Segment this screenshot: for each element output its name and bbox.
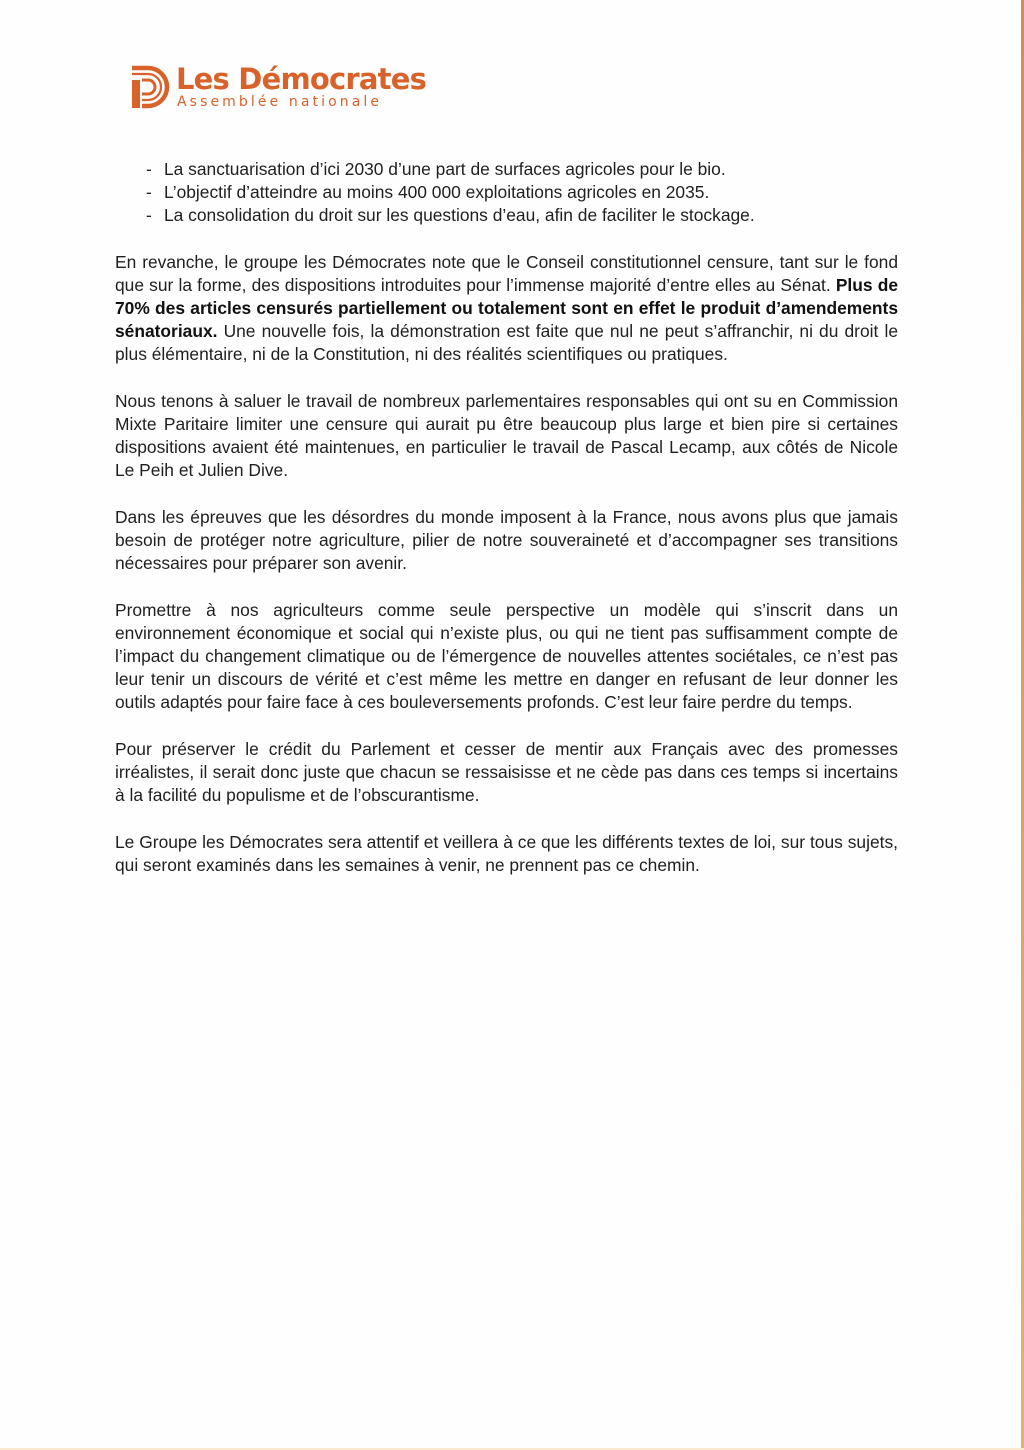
list-item-text: La consolidation du droit sur les questions d’eau, afin de faciliter le stockage. [164, 205, 755, 226]
stylized-d-logo-icon [130, 64, 172, 110]
bold-statistic: Plus de 70% des articles censurés partiellement ou totalement sont en effet le produit d’amendements sénatoriaux. [115, 274, 898, 342]
logo-subtitle: Assemblée nationale [177, 94, 383, 110]
paragraph-parliament-credit: Pour préserver le crédit du Parlement et cesser de mentir aux Français avec des promesses irréalistes, il serait donc juste que chacun se ressaisisse et ne cède pas dans ces temps si incertains à la facilité du populisme et de l’obscurantisme. [115, 738, 898, 806]
paragraph-senate-censure [115, 251, 898, 367]
logo-title: Les Démocrates [176, 62, 427, 96]
paragraph-farmers-model: Promettre à nos agriculteurs comme seule perspective un modèle qui s’inscrit dans un environnement économique et social qui n’existe plus, ou qui ne tient pas suffisamment compte de l’impact du changement climatique ou de l’émergence de nouvelles attentes sociétales, ce n’est pas leur tenir un discours de vérité et c’est même les mettre en danger en refusant de leur donner les outils adaptés pour faire face à ces bouleversements profonds. C’est leur faire perdre du temps. [115, 599, 898, 713]
measures-list [115, 158, 898, 228]
list-item [115, 158, 898, 181]
list-item-text: La sanctuarisation d’ici 2030 d’une part de surfaces agricoles pour le bio. [164, 159, 726, 179]
list-item-text: L’objectif d’atteindre au moins 400 000 exploitations agricoles en 2035. [164, 182, 710, 203]
paragraph-text: Une nouvelle fois, la démonstration est faite que nul ne peut s’affranchir, ni du droit le plus élémentaire, ni de la Constitution, ni des réalités scientifiques ou pratiques. [115, 321, 898, 365]
paragraph-parliamentarians: Nous tenons à saluer le travail de nombreux parlementaires responsables qui ont su en Commission Mixte Paritaire limiter une censure qui aurait pu être beaucoup plus large et bien pire si certaines dispositions avaient été maintenues, en particulier le travail de Pascal Lecamp, aux côtés de Nicole Le Peih et Julien Dive. [115, 390, 898, 481]
paragraph-text: En revanche, le groupe les Démocrates note que le Conseil constitutionnel censure, tant sur le fond que sur la forme, des dispositions introduites pour l’immense majorité d’entre elles au Sénat. [115, 251, 898, 295]
list-item [115, 181, 898, 204]
list-item [115, 204, 898, 227]
party-logo [130, 64, 426, 110]
bullet-dash: - [146, 205, 152, 226]
paragraph-group-vigilance: Le Groupe les Démocrates sera attentif et veillera à ce que les différents textes de loi, sur tous sujets, qui seront examinés dans les semaines à venir, ne prennent pas ce chemin. [115, 831, 898, 875]
bullet-dash: - [146, 159, 152, 179]
paragraph-sovereignty: Dans les épreuves que les désordres du monde imposent à la France, nous avons plus que jamais besoin de protéger notre agriculture, pilier de notre souveraineté et d’accompagner ses transitions nécessaires pour préparer son avenir. [115, 506, 898, 574]
document-body [115, 158, 898, 900]
bullet-dash: - [146, 182, 152, 203]
